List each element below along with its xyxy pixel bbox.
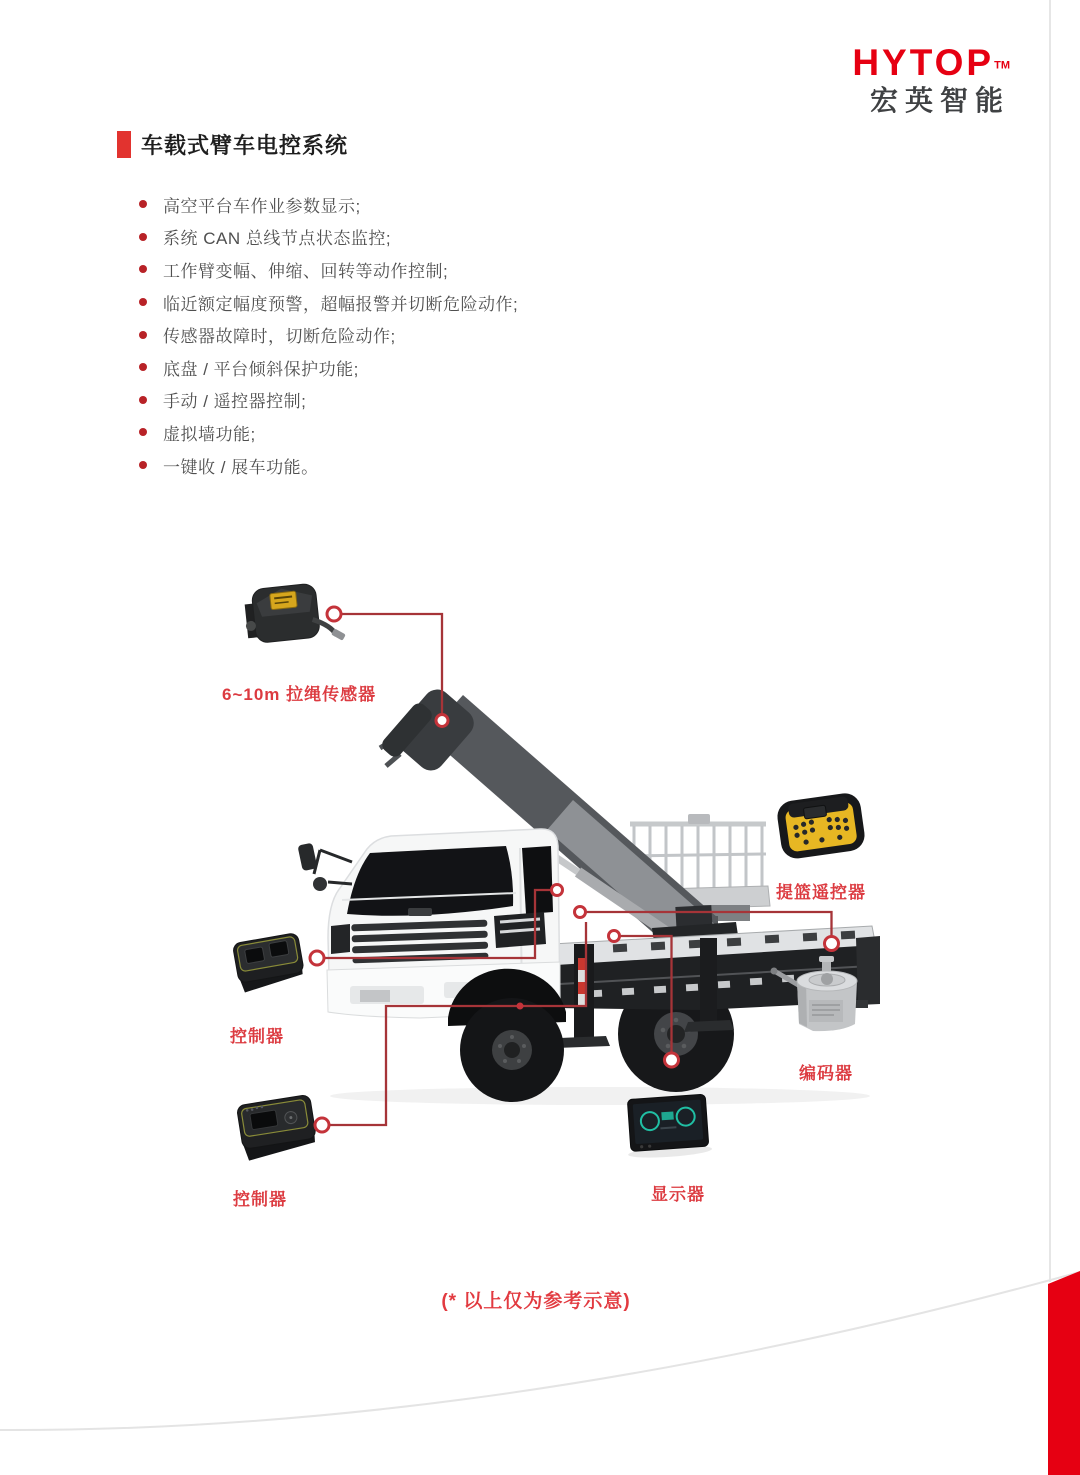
feature-item: 工作臂变幅、伸缩、回转等动作控制;	[139, 253, 518, 286]
feature-item: 一键收 / 展车功能。	[139, 449, 518, 482]
label-rope-sensor: 6~10m 拉绳传感器	[222, 685, 377, 704]
feature-item: 传感器故障时，切断危险动作;	[139, 318, 518, 351]
feature-item: 高空平台车作业参数显示;	[139, 188, 518, 221]
logo-subbrand-text: 宏英智能	[869, 85, 1010, 116]
feature-item: 底盘 / 平台倾斜保护功能;	[139, 351, 518, 384]
feature-item: 手动 / 遥控器控制;	[139, 384, 518, 417]
front-wheel	[460, 998, 564, 1102]
label-controller-2: 控制器	[233, 1190, 287, 1209]
label-remote: 提篮遥控器	[776, 883, 866, 902]
page-title: 车载式臂车电控系统	[141, 133, 349, 158]
logo-brand-text: HYTOP	[852, 42, 995, 83]
label-display: 显示器	[651, 1185, 705, 1204]
label-controller-1: 控制器	[230, 1027, 284, 1046]
basket-remote-device	[775, 791, 866, 860]
feature-item: 临近额定幅度预警，超幅报警并切断危险动作;	[139, 286, 518, 319]
corner-accent	[1048, 1271, 1080, 1475]
connector-dot	[517, 1003, 524, 1010]
feature-item: 虚拟墙功能;	[139, 416, 518, 449]
controller-2-device	[236, 1094, 318, 1161]
reference-note: (* 以上仅为参考示意)	[441, 1291, 631, 1312]
controller-1-device	[232, 932, 306, 993]
logo-tm-mark: TM	[994, 59, 1010, 72]
truck-cab	[297, 829, 566, 1026]
label-encoder: 编码器	[799, 1064, 853, 1083]
display-device	[624, 1094, 712, 1160]
feature-item: 系统 CAN 总线节点状态监控;	[139, 221, 518, 254]
